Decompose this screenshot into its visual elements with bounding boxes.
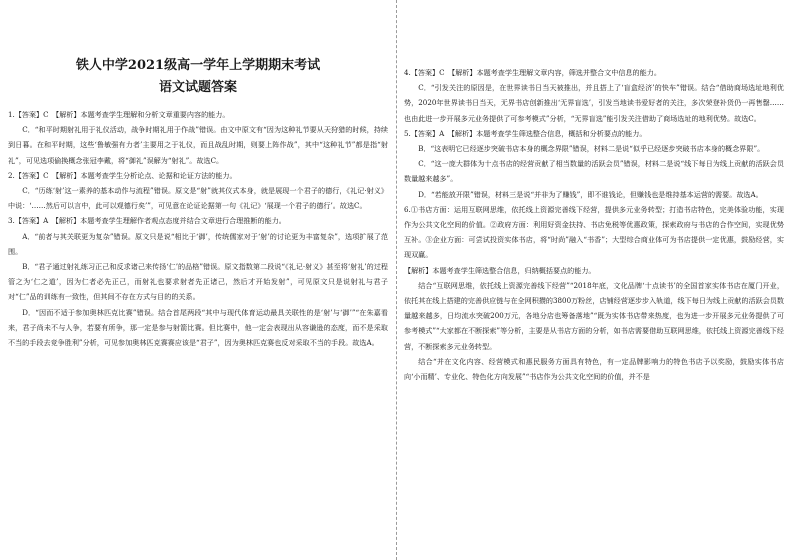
- exam-title: 铁人中学2021级高一学年上学期期末考试: [75, 58, 321, 73]
- answer-3-header: 3.【答案】A 【解析】本题考查学生理解作者观点态度并结合文章进行合理推断的能力。: [8, 216, 286, 226]
- answer-6-analysis-1: 结合“互联网思维，依托线上资源完善线下经营”“2018年底，文化品牌‘十点读书’的全国首家实体书店在厦门开业，依托其在线上搭建的完善供应链与在全网积攒的3800万粉丝，店铺经营逐步步入轨道，线下每日为线上贡献的活跃会员数量越来越多，日均流水突破200万元，各地分店也筹备落地”“既为实体书店带来热度，也为进一步开展多元业务提供了可参考模式”“大家都在不断探索”等分析，主要是从书店方面的分析，如书店需要借助互联网思维，依托线上资源完善线下经营，不断探索多元业务转型。: [404, 280, 784, 351]
- answer-4-explanation: C．“引发关注的原因是，在世界读书日当天被推出，并且搭上了‘盲盒经济’的快车”错误。结合“借助商场选址地利优势，2020年世界读书日当天，无界书店创新推出‘无界盲选’，引发当地读书爱好者的关注，多次荣登补货仍一再售罄……也由此进一步开展多元业务提供了可参考模式”分析，“无界盲选”能引发关注借助了商场选址的地利优势。故选C。: [404, 83, 784, 123]
- answer-5-explanation-d: D．“若能放开限”错误，材料三是说“并非为了赚钱”，即不谁钱论，但赚钱也是维持基本运营的需要。故选A。: [418, 189, 763, 199]
- answer-3-explanation-a: A．“前者与其关联更为复杂”错误。原文只是说“相比于‘御’，传统儒家对于‘射’的讨论更为丰富复杂”，选项扩展了范围。: [8, 231, 388, 256]
- answer-2-explanation: C．“历练‘射’这一素养的基本动作与流程”错误。原文是“射”就其仪式本身，就是展现一个君子的德行，《礼记·射义》中说：‘……然后可以言中，此可以观德行矣’”，可见意在论证论据第一句《礼记》‘展现一个君子的德行’。故选C。: [8, 186, 388, 211]
- answer-5-explanation-b: B．“这表明它已经逐步突破书店本身的概念界限”错误，材料二是说“似乎已经逐步突破书店本身的概念界限”。: [418, 144, 765, 154]
- answer-4-header: 4.【答案】C 【解析】本题考查学生理解文章内容，筛选并整合文中信息的能力。: [404, 68, 661, 77]
- answer-5-explanation-c: C．“这一庞大群体为十点书店的经营贡献了相当数量的活跃会员”错误，材料二是说“线下每日为线上贡献的活跃会员数量越来越多”。: [404, 159, 784, 184]
- answer-6-analysis-2: 结合“并在文化内容、经营模式和惠民服务方面具有特色，有一定品牌影响力的特色书店予以奖励，鼓励实体书店向‘小而精’、专业化、特色化方向发展”“书店作为公共文化空间的价值，并不是: [404, 356, 784, 382]
- right-column: [404, 0, 784, 560]
- answer-5-header: 5.【答案】A 【解析】本题考查学生筛选整合信息，概括和分析要点的能力。: [404, 128, 647, 138]
- right-column-top-space: [404, 0, 784, 65]
- answer-2-header: 2.【答案】C 【解析】本题考查学生分析论点、论据和论证方法的能力。: [8, 170, 237, 180]
- column-divider: [396, 0, 397, 560]
- answer-3-explanation-d: D．“因而不适于参加奥林匹克比赛”错误。结合首尾两段“其中与现代体育运动最具关联性的是‘射’与‘御’”“在朱嘉看来，君子尚未不与人争，若要有所争，那一定是参与射箭比赛。但比赛中，他一定会表现出从容谦逊的态度，而不是采取不当的手段去竞争胜利”分析，可见参加奥林匹克赛赛应该是“君子”，因为奥林匹克赛也反对采取不当的手段。故选A。: [8, 307, 388, 348]
- answer-6-analysis-header: 【解析】本题考查学生筛选整合信息，归纳概括要点的能力。: [404, 265, 596, 275]
- answer-1-header: 1.【答案】C 【解析】本题考查学生理解和分析文章重要内容的能力。: [8, 110, 230, 119]
- left-column: [8, 0, 388, 560]
- answer-3-explanation-b: B．“君子通过射礼练习正己和反求诸己来传扬‘仁’的品格”错误。原文指数第二段说“《礼记·射义》甚至将‘射礼’的过程管之为‘仁之道’，因为仁者必先正己，而射礼也要求射者先正诸己，然后才开始发射”，可见原文只是说射礼与君子对“仁”品的训练有一致性，但其间不存在方式与目的的关系。: [8, 262, 388, 302]
- answer-1-explanation: C．“和平时期射礼用于礼仪活动，战争时期礼用于作战”错误。由文中原文有“因为这种礼节要从天狩猎的时候，持续到日暮。在和平时期，这些‘鲁敏强有力者’主要用之于礼仪，而且战乱时期，则要上阵作战”，其中“这种礼节”都是指“射礼”，可见选项偷换概念张冠李戴，将“御礼”误解为“射礼”。故选C。: [8, 125, 388, 165]
- exam-subtitle: 语文试题答案: [158, 80, 237, 95]
- answer-6-answer: 6.①书店方面：运用互联网思维，依托线上资源完善线下经营，提供多元业务转型；打造书店特色，完美体验功能，实现作为公共文化空间的价值。②政府方面：利用好资金扶持、书店免税等优惠政策，探索政府与书店的合作空间，实现优势互补。③企业方面：可尝试投资实体书店，将“时尚”融入“书香”；大型综合商业体可为书店提供一定优惠，鼓励经营，实现双赢。: [404, 204, 784, 260]
